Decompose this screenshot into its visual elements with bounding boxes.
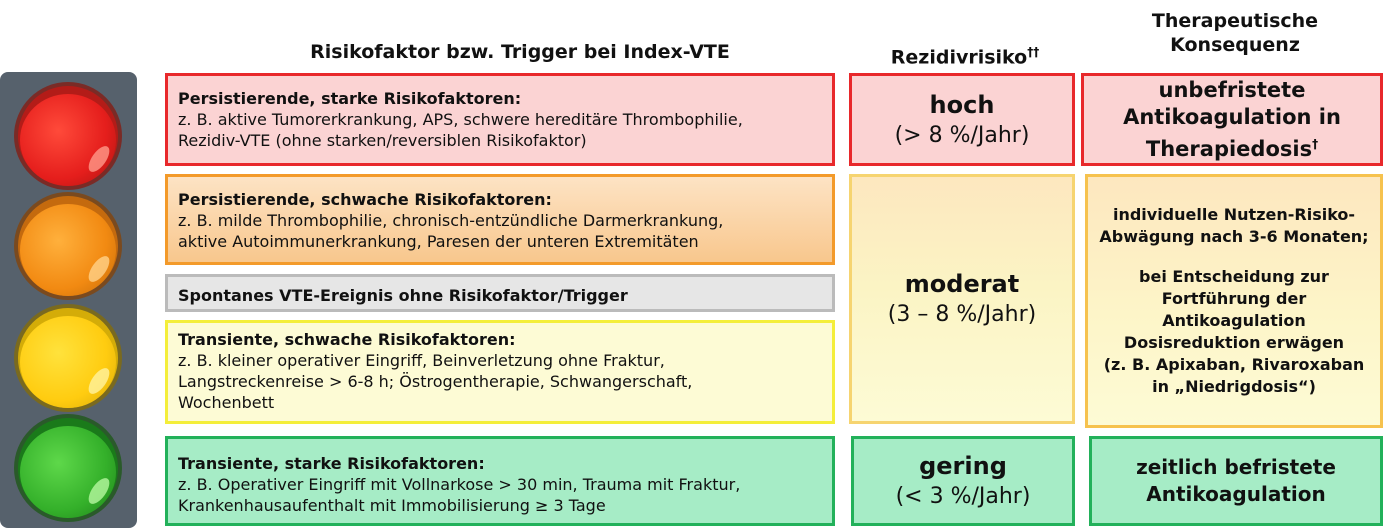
risk-weak-persistent-line1: z. B. milde Thrombophilie, chronisch-entzündliche Darmerkrankung, (178, 211, 724, 230)
traffic-light (0, 72, 137, 528)
orange-lamp (14, 192, 122, 300)
risk-weak-transient-line1: z. B. kleiner operativer Eingriff, Beinverletzung ohne Fraktur, (178, 351, 665, 370)
recurrence-moderate-level: moderat (904, 270, 1020, 298)
consequence-moderate (1085, 174, 1383, 428)
recurrence-moderate (849, 174, 1075, 424)
consequence-moderate-line7: (z. B. Apixaban, Rivaroxaban (1103, 355, 1365, 374)
green-lamp (14, 414, 122, 522)
consequence-moderate-line2: Abwägung nach 3-6 Monaten; (1099, 227, 1369, 246)
consequence-moderate-line4: Fortführung der (1161, 289, 1307, 308)
risk-strong-persistent-title: Persistierende, starke Risikofaktoren: (178, 89, 522, 108)
consequence-moderate-line1: individuelle Nutzen-Risiko- (1112, 205, 1356, 224)
risk-strong-transient (165, 436, 835, 526)
risk-weak-persistent-title: Persistierende, schwache Risikofaktoren: (178, 190, 552, 209)
risk-strong-transient-line2: Krankenhausaufenthalt mit Immobilisierung ≥ 3 Tage (178, 496, 606, 515)
recurrence-high (849, 73, 1075, 166)
consequence-moderate-line5: Antikoagulation (1162, 311, 1306, 330)
header-therapy-line1: Therapeutische (1151, 10, 1319, 32)
risk-strong-persistent (165, 73, 835, 166)
risk-strong-transient-line1: z. B. Operativer Eingriff mit Vollnarkose > 30 min, Trauma mit Fraktur, (178, 475, 741, 494)
consequence-moderate-line3: bei Entscheidung zur (1139, 267, 1329, 286)
consequence-low-line2: Antikoagulation (1146, 482, 1326, 506)
consequence-high-footnote: † (1312, 136, 1319, 151)
consequence-moderate-line6: Dosisreduktion erwägen (1123, 333, 1345, 352)
risk-weak-transient (165, 320, 835, 424)
risk-spontaneous (165, 274, 835, 312)
risk-spontaneous-title: Spontanes VTE-Ereignis ohne Risikofaktor/Trigger (178, 286, 628, 305)
risk-weak-persistent (165, 174, 835, 265)
consequence-low-line1: zeitlich befristete (1136, 455, 1336, 479)
risk-strong-transient-title: Transiente, starke Risikofaktoren: (178, 454, 485, 473)
recurrence-low-level: gering (919, 452, 1007, 480)
risk-weak-transient-line3: Wochenbett (178, 393, 275, 412)
header-therapy-line2: Konsequenz (1170, 34, 1300, 56)
header-recurrence-label: Rezidivrisiko (890, 46, 1028, 69)
consequence-high-line2: Antikoagulation in (1123, 104, 1341, 129)
consequence-high (1081, 73, 1383, 166)
consequence-high-line1: unbefristete (1158, 77, 1306, 102)
recurrence-moderate-rate: (3 – 8 %/Jahr) (887, 302, 1037, 327)
red-lamp (14, 82, 122, 190)
recurrence-high-level: hoch (929, 90, 995, 119)
yellow-lamp (14, 304, 122, 412)
header-recurrence-footnote: †† (1027, 45, 1040, 59)
header-risk-factor: Risikofaktor bzw. Trigger bei Index-VTE (310, 41, 730, 63)
recurrence-low (851, 436, 1075, 526)
recurrence-high-rate: (> 8 %/Jahr) (894, 122, 1030, 148)
risk-weak-persistent-line2: aktive Autoimmunerkrankung, Paresen der unteren Extremitäten (178, 232, 699, 251)
header-recurrence-risk (855, 40, 1075, 69)
header-therapy (1085, 9, 1385, 57)
risk-strong-persistent-line1: z. B. aktive Tumorerkrankung, APS, schwere hereditäre Thrombophilie, (178, 110, 743, 129)
risk-weak-transient-line2: Langstreckenreise > 6-8 h; Östrogentherapie, Schwangerschaft, (178, 372, 693, 391)
recurrence-low-rate: (< 3 %/Jahr) (895, 484, 1031, 509)
consequence-high-line3: Therapiedosis† (1145, 136, 1319, 161)
consequence-low (1089, 436, 1383, 526)
consequence-moderate-line8: in „Niedrigdosis“) (1152, 377, 1316, 396)
risk-weak-transient-title: Transiente, schwache Risikofaktoren: (178, 330, 516, 349)
risk-strong-persistent-line2: Rezidiv-VTE (ohne starken/reversiblen Risikofaktor) (178, 131, 587, 150)
